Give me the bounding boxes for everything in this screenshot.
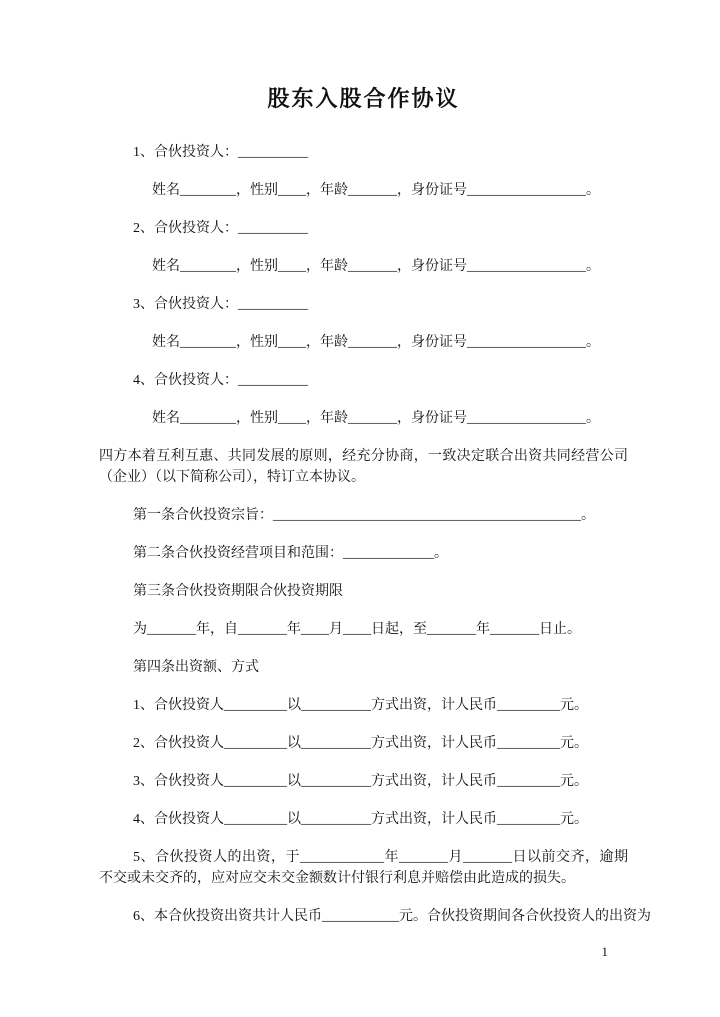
partner-block-3 <box>99 294 628 353</box>
partner-1-details: 姓名________，性别____，年龄_______，身份证号_________________。 <box>152 183 600 198</box>
partner-3-heading: 3、合伙投资人：__________ <box>133 297 308 312</box>
partner-2-heading: 2、合伙投资人：__________ <box>133 221 308 236</box>
contribution-line-2: 2、合伙投资人_________以__________方式出资，计人民币_________元。 <box>133 736 588 751</box>
partner-4-heading: 4、合伙投资人：__________ <box>133 373 308 388</box>
contribution-line-3: 3、合伙投资人_________以__________方式出资，计人民币_________元。 <box>133 774 588 789</box>
partner-block-1 <box>99 142 628 201</box>
partner-4-details: 姓名________，性别____，年龄_______，身份证号_________________。 <box>152 411 600 426</box>
partner-block-2 <box>99 218 628 277</box>
clause-2: 第二条合伙投资经营项目和范围：_____________。 <box>133 546 448 561</box>
item-5-paragraph: 5、合伙投资人的出资，于____________年_______月_______日以前交齐，逾期不交或未交齐的，应对应交未交金额数计付银行利息并赔偿由此造成的损失。 <box>99 850 628 886</box>
clause-4: 第四条出资额、方式 <box>133 660 259 675</box>
contribution-line-4: 4、合伙投资人_________以__________方式出资，计人民币_________元。 <box>133 812 588 827</box>
partner-1-heading: 1、合伙投资人：__________ <box>133 145 308 160</box>
partner-2-details: 姓名________，性别____，年龄_______，身份证号_________________。 <box>152 259 600 274</box>
contribution-line-1: 1、合伙投资人_________以__________方式出资，计人民币_________元。 <box>133 698 588 713</box>
partner-block-4 <box>99 370 628 429</box>
clause-3: 第三条合伙投资期限合伙投资期限 <box>133 584 343 599</box>
page-number: 1 <box>601 944 608 959</box>
document-title: 股东入股合作协议 <box>267 86 460 111</box>
partner-3-details: 姓名________，性别____，年龄_______，身份证号_________________。 <box>152 335 600 350</box>
preamble-paragraph: 四方本着互利互惠、共同发展的原则，经充分协商，一致决定联合出资共同经营公司（企业）（以下简称公司），特订立本协议。 <box>99 449 628 485</box>
clause-3-term-line: 为_______年，自_______年____月____日起，至_______年_______日止。 <box>133 622 581 637</box>
item-6-paragraph: 6、本合伙投资出资共计人民币___________元。合伙投资期间各合伙投资人的出资为 <box>133 909 651 924</box>
clause-1: 第一条合伙投资宗旨：____________________________________________。 <box>133 508 595 523</box>
